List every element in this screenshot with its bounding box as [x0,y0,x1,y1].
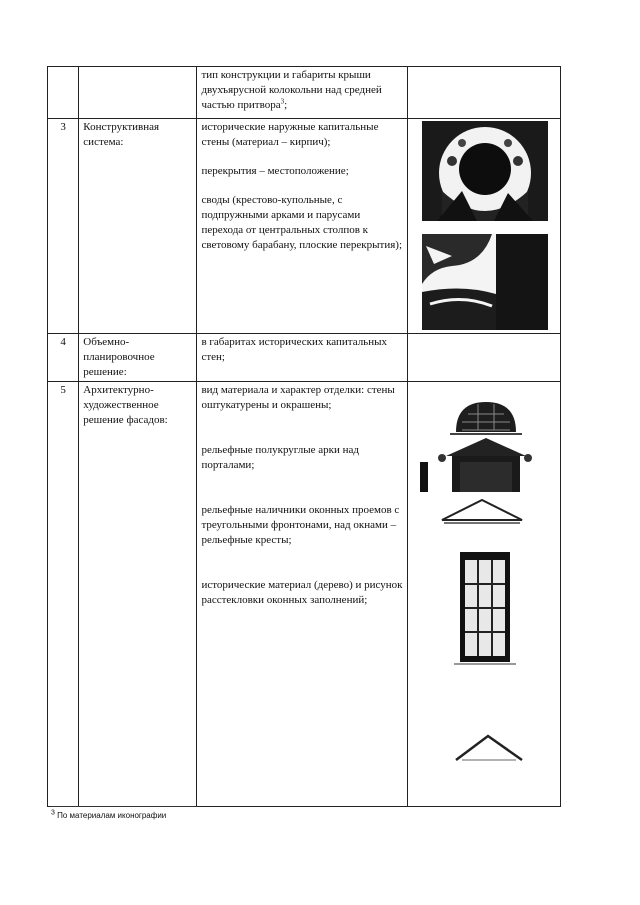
protected-features-table [47,66,561,807]
description-paragraph: рельефные полукруглые арки над порталами; [201,444,360,471]
table-row [48,67,561,119]
description-paragraph: перекрытия – местоположение; [201,165,349,177]
row-name: Архитектурно-художественное решение фасадов: [79,382,197,807]
roof-pediment-photo [456,736,522,760]
footnote-mark: 3 [51,809,55,817]
row-description [197,67,408,119]
photo-cell [408,67,561,119]
row-number: 3 [48,119,79,334]
window-frame-photo [454,552,516,664]
row-number: 4 [48,334,79,382]
row-number [48,67,79,119]
table-row [48,119,561,334]
row-description [197,119,408,334]
row-name [79,67,197,119]
photo-cell [408,382,561,807]
row-number: 5 [48,382,79,807]
description-paragraph: вид материала и характер отделки: стены оштукатурены и окрашены; [201,384,395,411]
description-paragraph: исторические материал (дерево) и рисунок расстекловки оконных заполнений; [201,579,403,606]
description-paragraph: тип конструкции и габариты крыши двухъярусной колокольни над средней частью притвора$^3$; [201,69,382,111]
photo-cell [408,119,561,334]
arch-lunette-photo [450,402,522,434]
facade-details-photos [418,384,538,804]
dome-interior-photo [422,121,548,221]
row-name: Конструктивная система: [79,119,197,334]
footnote [51,811,166,820]
row-description [197,334,408,382]
description-paragraph: своды (крестово-купольные, с подпружными арками и парусами перехода от центральных столпов к световому барабану, плоские перекрытия); [201,194,402,251]
footnote-text: По материалам иконографии [54,811,167,820]
vault-interior-photo [422,234,548,330]
footnote-reference: 3 [280,97,285,106]
description-paragraph: исторические наружные капитальные стены (материал – кирпич); [201,121,379,148]
row-name: Объемно-планировочное решение: [79,334,197,382]
row-description [197,382,408,807]
description-paragraph: в габаритах исторических капитальных стен; [201,336,387,363]
photo-cell [408,334,561,382]
table-row [48,334,561,382]
portal-canopy-photo [420,438,532,492]
window-pediment-photo [442,500,522,523]
footnote-divider [51,806,197,807]
table-row [48,382,561,807]
description-paragraph: рельефные наличники оконных проемов с треугольными фронтонами, над окнами – рельефные кресты; [201,504,400,546]
